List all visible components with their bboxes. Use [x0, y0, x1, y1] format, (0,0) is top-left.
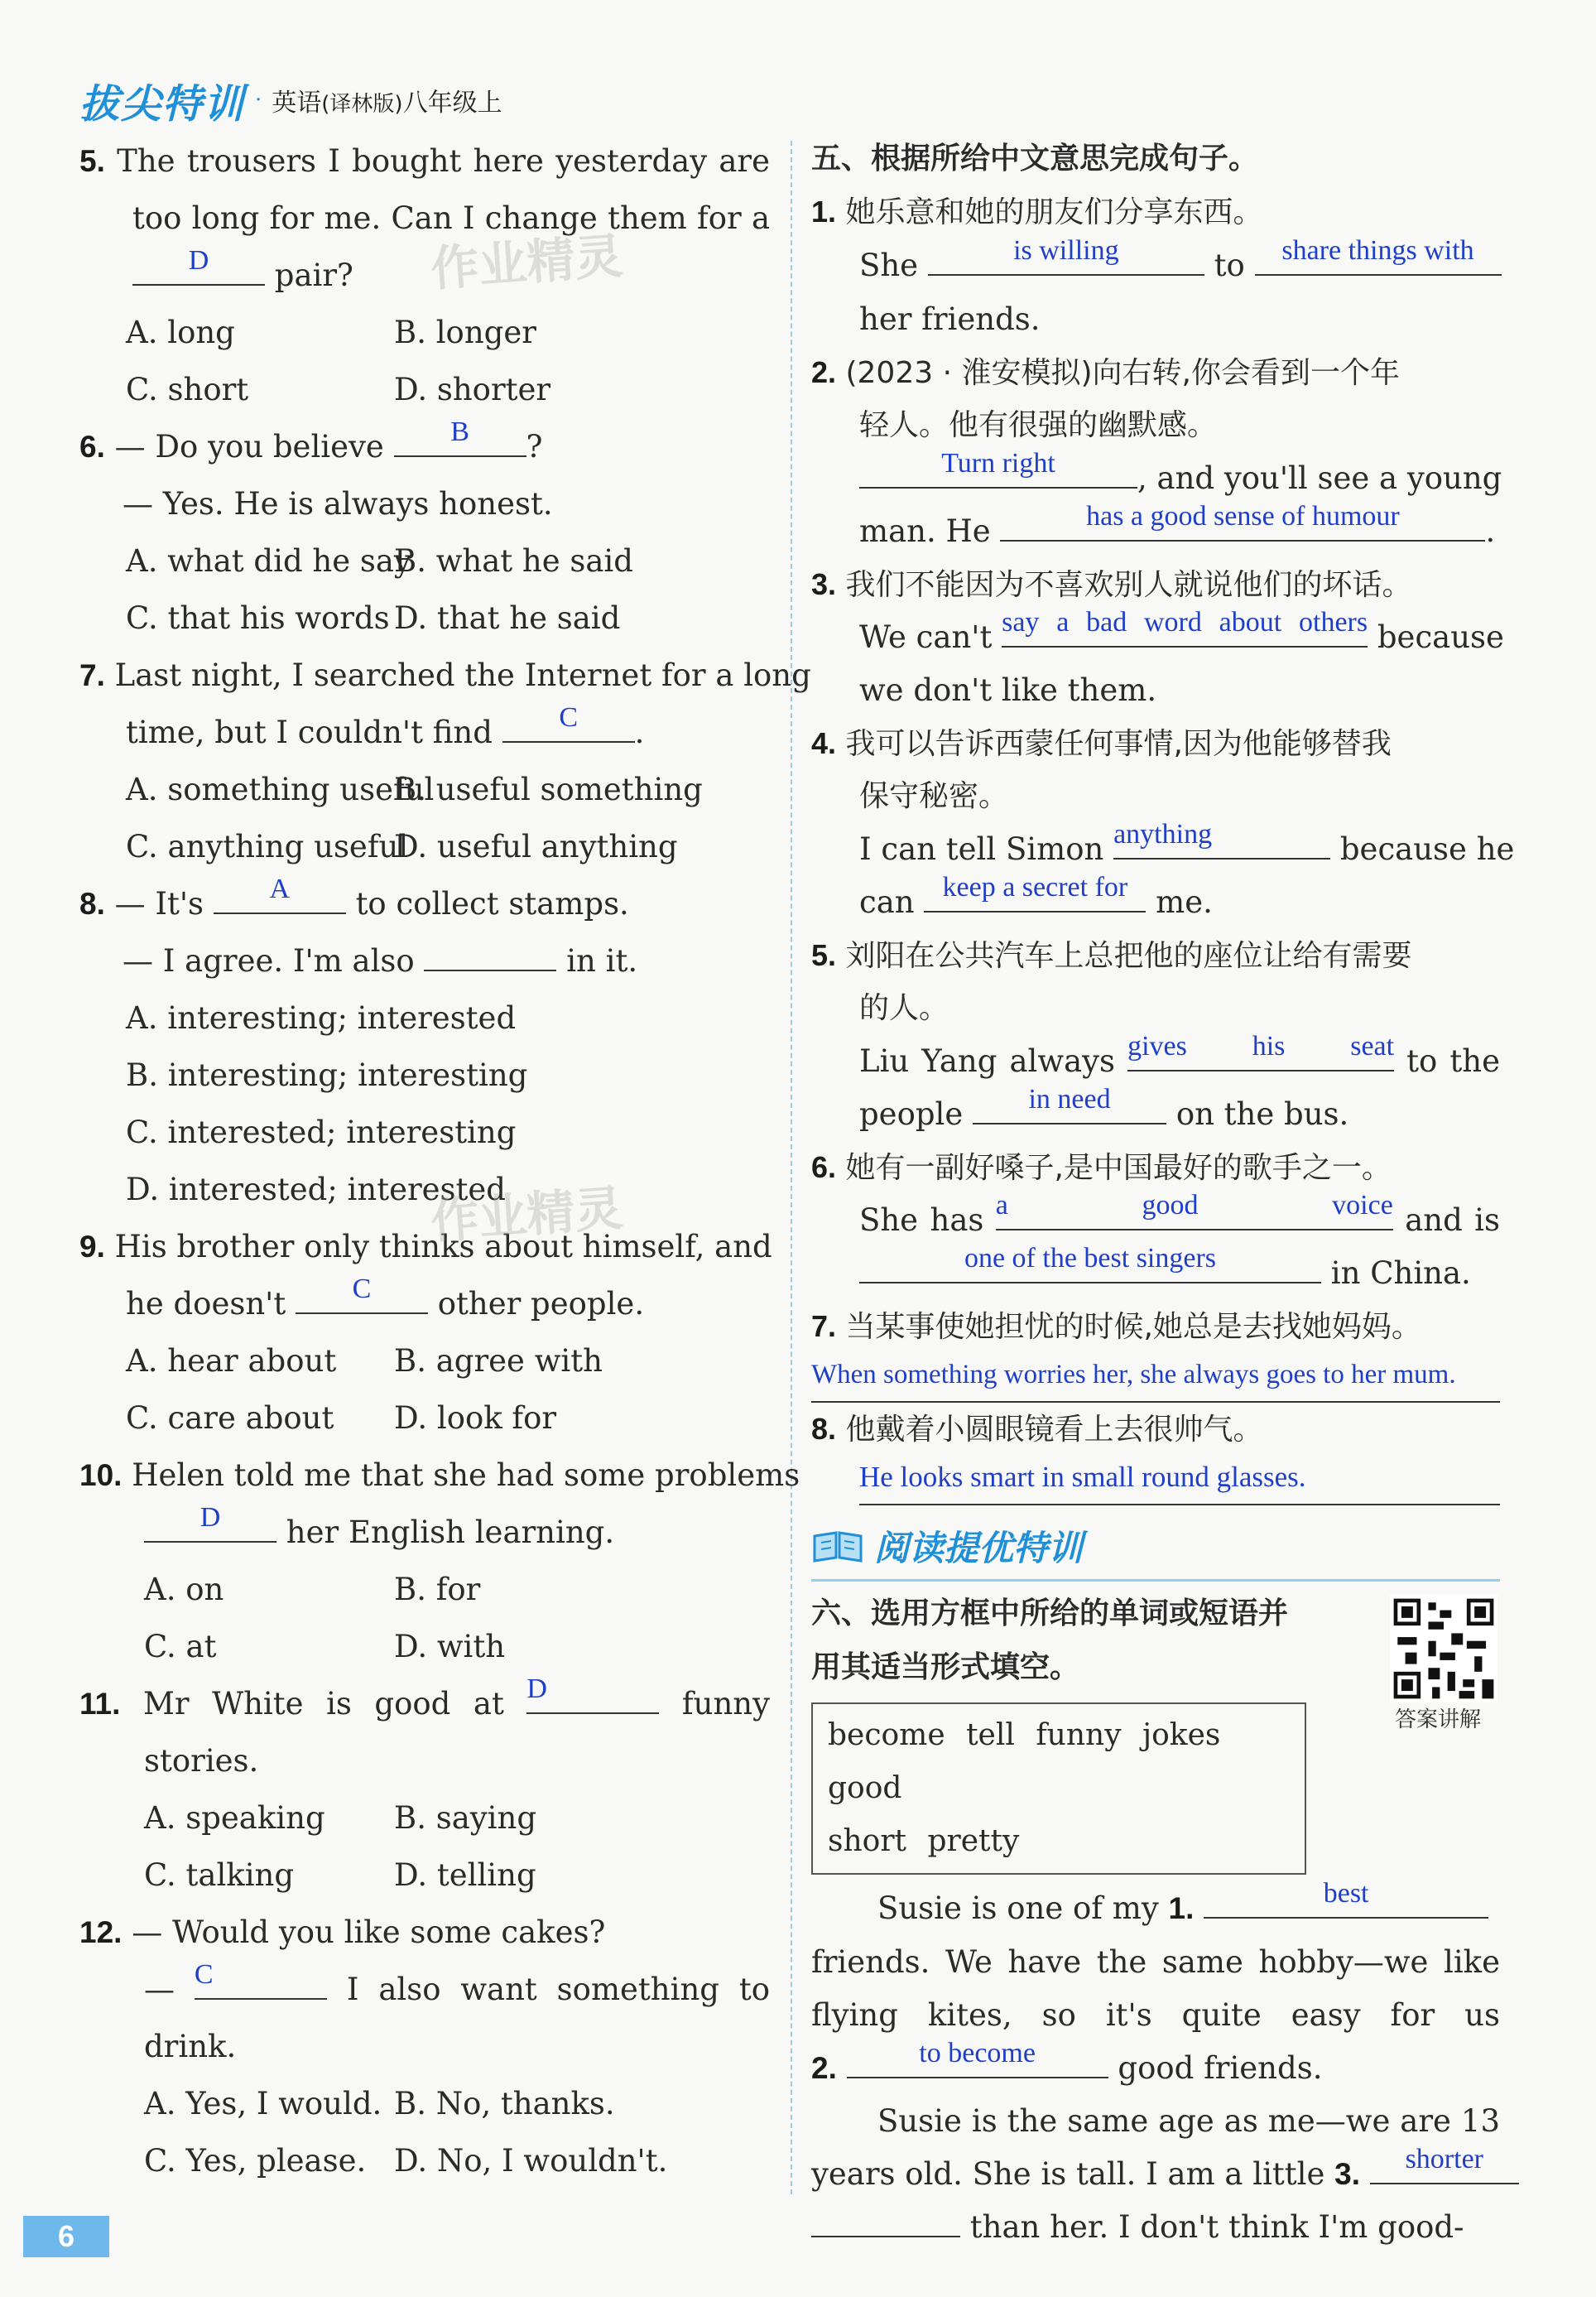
sentence-4: 4. 我可以告诉西蒙任何事情,因为他能够替我 保守秘密。 I can tell Simon anything because he can keep a secret for me. [811, 726, 1515, 920]
right-column [811, 132, 1515, 2254]
answer-blank[interactable]: A [214, 878, 346, 914]
answer-blank[interactable]: B [394, 421, 526, 457]
book-icon [811, 1529, 864, 1563]
answer-blank[interactable]: in need [973, 1088, 1166, 1124]
answer-blank[interactable] [811, 2201, 960, 2237]
question-6: 6. — Do you believe B ? — Yes. He is always honest. A. what did he say B. what he said C. that his words D. that he said [79, 417, 633, 636]
separator-dot: · [255, 88, 262, 113]
answer-blank[interactable]: say a bad word about others [1002, 611, 1368, 648]
question-7: 7. Last night, I searched the Internet for a long time, but I couldn't find C . A. something useful B. useful something C. anything useful D. useful anything [79, 657, 811, 864]
answer-blank[interactable]: Turn right [859, 452, 1137, 489]
answer-blank[interactable]: keep a secret for [924, 876, 1146, 913]
sentence-8: 8. 他戴着小圆眼镜看上去很帅气。 He looks smart in small round glasses. [811, 1403, 1500, 1505]
answer-blank[interactable]: D [526, 1678, 659, 1714]
answer-blank[interactable]: C [502, 706, 635, 743]
answer-blank[interactable]: has a good sense of humour [1000, 505, 1485, 542]
sentence-1: 1. 她乐意和她的朋友们分享东西。 She is willing to share things with her friends. [811, 185, 1500, 346]
subject-title: 英语(译林版)八年级上 [272, 89, 502, 118]
answer-blank[interactable]: is willing [928, 239, 1204, 276]
sentence-5: 5. 刘阳在公共汽车上总把他的座位让给有需要 的人。 Liu Yang always gives his seat to the people in need on the bus. [811, 938, 1500, 1132]
watermark: 作业精灵 [429, 1179, 625, 1250]
column-divider [791, 141, 792, 2194]
answer-blank[interactable]: one of the best singers [859, 1247, 1321, 1283]
page-header [79, 71, 502, 129]
question-8: 8. — It's A to collect stamps. — I agree. I'm also in it. A. interesting; interested B. interesting; interesting C. interested; interesting D. interested; interested [79, 874, 638, 1207]
sentence-7: 7. 当某事使她担忧的时候,她总是去找她妈妈。 When something worries her, she always goes to her mum. [811, 1300, 1500, 1403]
reading-section-banner: 阅读提优特训 [811, 1512, 1500, 1582]
word-box: become tell funny jokes good short pretty [811, 1702, 1306, 1875]
question-11: 11. Mr White is good at D funny stories. A. speaking B. saying C. talking D. telling [79, 1673, 771, 1893]
answer-blank[interactable]: D [132, 249, 265, 286]
watermark: 作业精灵 [429, 227, 625, 297]
answer-blank[interactable] [424, 935, 556, 971]
question-9: 9. His brother only thinks about himself, and he doesn't C other people. A. hear about B. agree with C. care about D. look for [79, 1229, 772, 1436]
answer-blank[interactable]: anything [1113, 823, 1330, 860]
left-column [79, 132, 811, 2189]
answer-blank[interactable]: best [1204, 1882, 1488, 1919]
section-5-title: 五、根据所给中文意思完成句子。 [811, 142, 1259, 176]
answer-blank[interactable]: share things with [1255, 239, 1502, 276]
answer-line[interactable]: When something worries her, she always goes to her mum. [811, 1353, 1500, 1403]
brand-logo: 拔尖特训 [79, 80, 246, 128]
answer-blank[interactable]: to become [847, 2042, 1108, 2078]
answer-blank[interactable]: C [296, 1278, 428, 1314]
sentence-6: 6. 她有一副好嗓子,是中国最好的歌手之一。 She has a good voice and is one of the best singers in China. [811, 1150, 1501, 1291]
qr-label: 答案讲解 [1394, 1707, 1481, 1732]
qr-code-icon[interactable] [1387, 1595, 1500, 1702]
question-5: 5. The trousers I bought here yesterday are too long for me. Can I change them for a D pair? A. long B. longer C. short D. shorter [79, 143, 771, 407]
sentence-2: 2. (2023 · 淮安模拟)向右转,你会看到一个年 轻人。他有很强的幽默感。 Turn right , and you'll see a young man. He has a good sense of humour . [811, 355, 1502, 549]
page-number-badge: 6 [23, 2216, 109, 2257]
answer-blank[interactable]: D [144, 1506, 276, 1543]
question-12: 12. — Would you like some cakes? — C I also want something to drink. A. Yes, I would. B. No, thanks. C. Yes, please. D. No, I wouldn't. [79, 1914, 771, 2179]
answer-blank[interactable]: gives his seat [1127, 1035, 1394, 1071]
sentence-3: 3. 我们不能因为不喜欢别人就说他们的坏话。 We can't say a bad word about others because we don't like them. [811, 567, 1504, 708]
answer-blank[interactable]: C [195, 1963, 327, 2000]
section-6: 六、选用方框中所给的单词或短语并 用其适当形式填空。 答案讲解 become tell funny jokes good short pretty Susie is one of my 1. best friends. We have the same hobby—we like flying kites, so it's quite easy for us 2. to become good friends. Susie is the same age as me—we are 13 years old. She is tall. I am a little 3. shorter than her. I don't think I'm good- [811, 1587, 1500, 2254]
answer-line[interactable]: He looks smart in small round glasses. [859, 1456, 1500, 1505]
answer-blank[interactable]: a good voice [996, 1194, 1393, 1230]
question-10: 10. Helen told me that she had some problems D her English learning. A. on B. for C. at D. with [79, 1457, 800, 1664]
answer-blank[interactable]: shorter [1370, 2148, 1519, 2184]
